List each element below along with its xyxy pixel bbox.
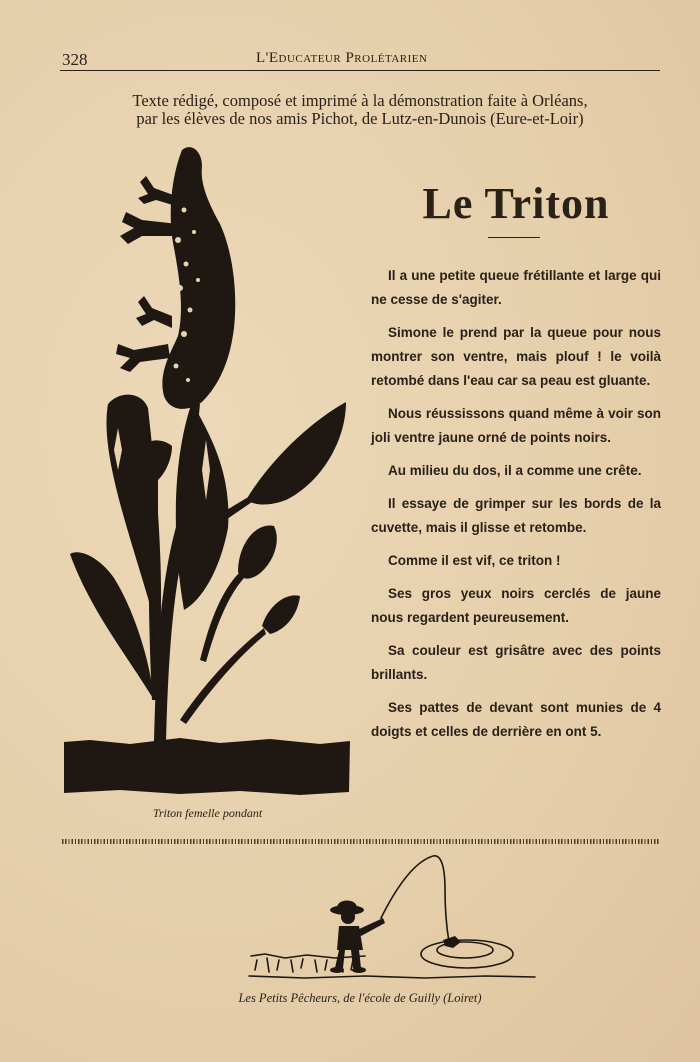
article-paragraph: Il a une petite queue frétillante et large qui ne cesse de s'agiter. [371,268,661,307]
header-rule [60,70,660,71]
article-paragraph: Ses pattes de devant sont munies de 4 doigts et celles de derrière en ont 5. [371,700,661,739]
article-title: Le Triton [422,179,610,228]
newt-on-plant-linocut-icon [60,140,355,800]
article-paragraph: Sa couleur est grisâtre avec des points brillants. [371,643,661,682]
intro-line-1: Texte rédigé, composé et imprimé à la démonstration faite à Orléans, [132,91,588,110]
illustration-caption: Triton femelle pondant [152,806,263,820]
article-paragraph: Ses gros yeux noirs cerclés de jaune nous regardent peureusement. [371,586,661,625]
article-paragraph: Comme il est vif, ce triton ! [388,553,561,568]
article-paragraph: Simone le prend par la queue pour nous montrer son ventre, mais plouf ! le voilà retombé dans l'eau car sa peau est gluante. [371,325,661,388]
title-rule [488,237,540,238]
page-number: 328 [62,50,88,69]
article-body [371,264,661,753]
journal-title: L'Educateur Prolétarien [256,50,428,66]
page-header [60,48,660,72]
article-paragraph: Il essaye de grimper sur les bords de la cuvette, mais il glisse et retombe. [371,496,661,535]
intro-line-2: par les élèves de nos amis Pichot, de Lutz-en-Dunois (Eure-et-Loir) [136,109,584,128]
article-paragraph: Au milieu du dos, il a comme une crête. [388,463,642,478]
bottom-caption: Les Petits Pêcheurs, de l'école de Guilly (Loiret) [238,991,482,1005]
article-paragraph: Nous réussissons quand même à voir son joli ventre jaune orné de points noirs. [371,406,661,445]
dotted-divider [62,839,660,844]
intro-text [60,92,660,128]
child-fishing-drawing-icon [245,850,540,985]
